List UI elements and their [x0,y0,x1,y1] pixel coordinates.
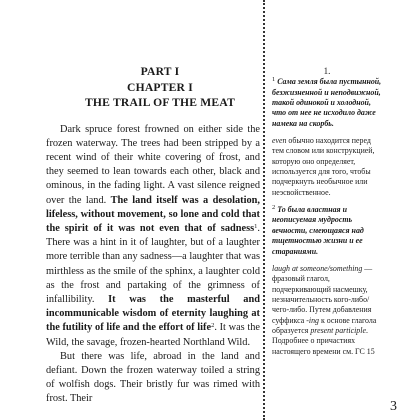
paragraph-1-bold-a: The land itself was a desolation, lifeless, without movement, so lone and cold that the spirit of it was not even that of sadness [46,194,261,234]
note-laugh-suffix: -ing [306,315,319,325]
note-1-mark: 1 [272,76,276,84]
note-spacer [272,257,382,264]
note-laugh-at [272,264,382,357]
footnote-ref-1: 1 [254,222,258,230]
paragraph-1-text-a: Dark spruce forest frowned on either side the frozen waterway. The trees had been stripped by a recent wind of their white covering of frost, and they seemed to lean towards each other, black and ominous, in the fading light. A vast silence reigned over the land. [46,123,260,206]
footnote-ref-2: 2 [211,322,215,330]
note-laugh-text-a: — фразовый глагол, подчеркивающий насмешку, незначительность кого-либо/чего-либо. Путем добавления суффикса [272,263,373,325]
paragraph-1 [46,123,260,350]
notes-number: 1. [323,66,331,76]
paragraph-1-text-e: . It was the Wild, the savage, frozen-hearted Northland Wild. [46,322,260,348]
paragraph-1-text-c: . There was a hint in it of laughter, but of a laughter more terrible than any sadness—a laughter that was mirthless as the smile of the sphinx, a laughter cold as the frost and partaking of the grimness of infallibility. [46,222,260,305]
note-laugh-term: laugh at someone/something [272,263,363,273]
paragraph-2: But there was life, abroad in the land and defiant. Down the frozen waterway toiled a string of wolfish dogs. Their bristly fur was rimed with frost. Their [46,350,260,405]
note-2-mark: 2 [272,204,276,212]
note-laugh-participle: present participle [310,325,366,335]
note-even [272,136,382,198]
main-text-column [46,64,260,407]
dotted-column-divider [263,0,265,420]
part-heading: PART I [140,65,180,78]
note-laugh-text-c: . Подробнее о причастиях настоящего времени см. ГС 15 [272,325,375,356]
note-even-term: even [272,136,287,146]
note-spacer [272,129,382,136]
paragraph-1-bold-d: It was the masterful and incommunicable wisdom of eternity laughing at the futility of life and the effort of life [46,293,260,334]
page-number: 3 [390,399,397,414]
note-2-text: То была властная и неописуемая мудрость вечности, смеющаяся над тщетностью жизни и ее стараниями. [272,205,364,256]
note-1-text: Сама земля была пустынной, безжизненной и неподвижной, такой одинокой и холодной, что от нее не исходило даже намека на скорбь. [272,77,382,128]
note-laugh-text-b: к основе глагола образуется [272,315,377,335]
note-even-text: обычно находится перед тем словом или конструкцией, которую оно определяет, используется для того, чтобы подчеркнуть необычное или неэсвойственное. [272,136,375,197]
chapter-title: THE TRAIL OF THE MEAT [84,96,235,109]
note-2 [272,205,382,257]
note-1 [272,77,382,129]
chapter-heading: CHAPTER I [127,80,193,94]
notes-column [272,66,382,357]
